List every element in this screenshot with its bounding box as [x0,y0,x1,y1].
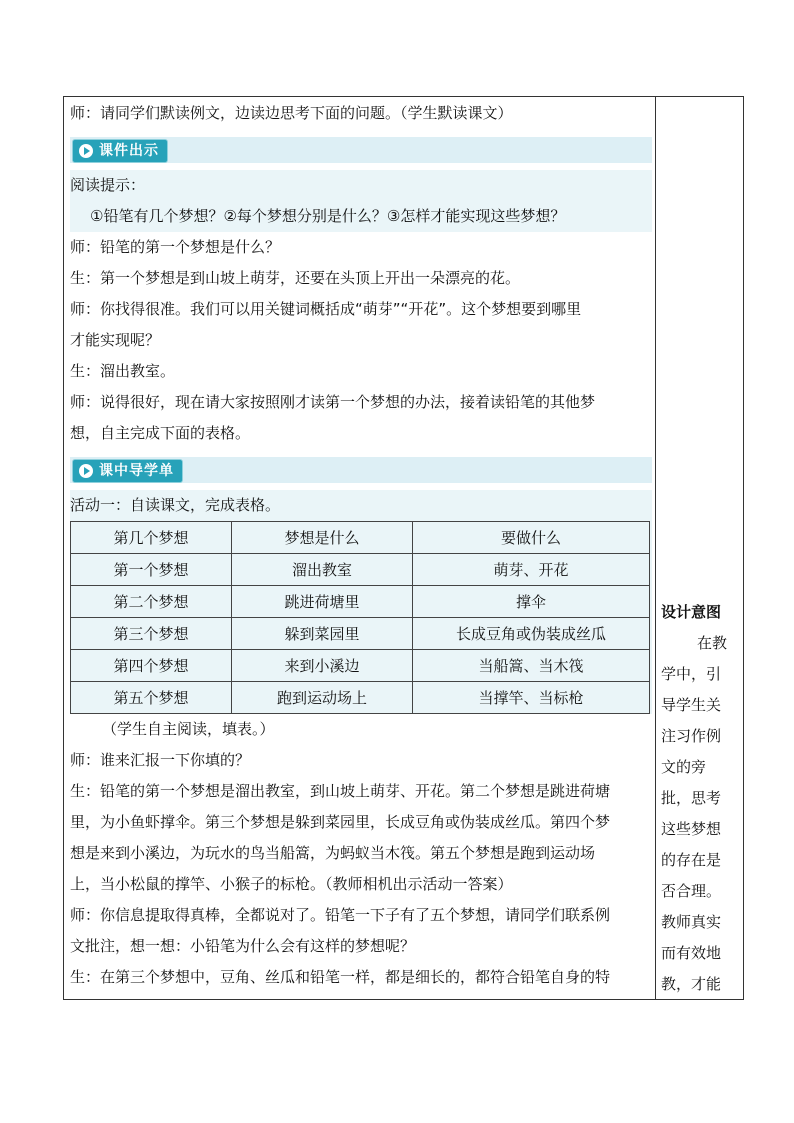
table-header-cell: 第几个梦想 [71,522,232,554]
table-row [71,618,650,650]
main-column [70,96,652,993]
side-line: 这些梦想 [661,820,722,838]
table-cell: 第二个梦想 [71,586,232,618]
text-line: 活动一：自读课文，完成表格。 [70,496,281,514]
table-cell: 躲到菜园里 [232,618,413,650]
reading-tips-box [70,170,652,232]
table-cell: 第三个梦想 [71,618,232,650]
text-line: 才能实现呢？ [70,331,161,349]
side-line: 文的旁 [661,758,707,776]
banner-tag [72,459,183,483]
side-line: 教，才能 [661,975,722,993]
column-divider [655,96,656,1000]
design-intent-column [661,597,737,1000]
table-cell: 当船篙、当木筏 [413,650,650,682]
side-line: 批，思考 [661,789,722,807]
text-line: 生：在第三个梦想中，豆角、丝瓜和铅笔一样，都是细长的，都符合铅笔自身的特 [70,968,611,986]
dreams-table [70,521,650,714]
table-cell: 跑到运动场上 [232,682,413,714]
side-line: 注习作例 [661,727,722,745]
text-line: 想是来到小溪边，为玩水的鸟当船篙，为蚂蚁当木筏。第五个梦想是跑到运动场 [70,844,596,862]
table-row [71,650,650,682]
side-line: 学中，引 [661,665,722,683]
text-line: 师：铅笔的第一个梦想是什么？ [70,238,281,256]
table-row [71,586,650,618]
table-cell: 跳进荷塘里 [232,586,413,618]
table-cell: 第一个梦想 [71,554,232,586]
table-cell: 萌芽、开花 [413,554,650,586]
banner-guide-sheet [70,457,652,483]
activity-box [70,490,652,714]
text-line: 师：说得很好，现在请大家按照刚才读第一个梦想的办法，接着读铅笔的其他梦 [70,393,596,411]
banner-courseware [70,137,652,163]
table-cell: 第四个梦想 [71,650,232,682]
table-row [71,554,650,586]
side-line: 否合理。 [661,882,722,900]
text-line: 生：铅笔的第一个梦想是溜出教室，到山坡上萌芽、开花。第二个梦想是跳进荷塘 [70,782,611,800]
text-line: 师：谁来汇报一下你填的？ [70,751,251,769]
play-icon [79,464,93,478]
side-line: 在教 [697,634,728,652]
table-header-cell: 要做什么 [413,522,650,554]
play-icon [79,144,93,158]
banner-label: 课中导学单 [99,463,174,479]
table-cell: 撑伞 [413,586,650,618]
table-cell: 来到小溪边 [232,650,413,682]
design-intent-title: 设计意图 [661,603,722,621]
side-line: 而有效地 [661,944,722,962]
table-row [71,682,650,714]
banner-label: 课件出示 [99,143,159,159]
text-line: 师：你信息提取得真棒，全都说对了。铅笔一下子有了五个梦想，请同学们联系例 [70,906,611,924]
text-line: 上，当小松鼠的撑竿、小猴子的标枪。（教师相机出示活动一答案） [70,875,513,893]
text-line: ①铅笔有几个梦想？②每个梦想分别是什么？③怎样才能实现这些梦想？ [90,207,566,225]
text-line: 阅读提示： [70,176,146,194]
side-line: 导学生关 [661,696,722,714]
side-line: 教师真实 [661,913,722,931]
banner-tag [72,139,168,163]
table-cell: 长成豆角或伪装成丝瓜 [413,618,650,650]
text-line: 想，自主完成下面的表格。 [70,424,251,442]
table-header-cell: 梦想是什么 [232,522,413,554]
table-header-row [71,522,650,554]
table-cell: 当撑竿、当标枪 [413,682,650,714]
text-line: 里，为小鱼虾撑伞。第三个梦想是躲到菜园里，长成豆角或伪装成丝瓜。第四个梦 [70,813,611,831]
text-line: 文批注，想一想：小铅笔为什么会有这样的梦想呢？ [70,937,416,955]
text-line: 生：溜出教室。 [70,362,176,380]
table-cell: 溜出教室 [232,554,413,586]
text-line: 生：第一个梦想是到山坡上萌芽，还要在头顶上开出一朵漂亮的花。 [70,269,521,287]
text-line: 师：请同学们默读例文，边读边思考下面的问题。（学生默读课文） [70,104,513,122]
text-line: （学生自主阅读，填表。） [102,720,275,738]
side-line: 的存在是 [661,851,722,869]
table-cell: 第五个梦想 [71,682,232,714]
text-line: 师：你找得很准。我们可以用关键词概括成“萌芽”“开花”。这个梦想要到哪里 [70,300,582,318]
